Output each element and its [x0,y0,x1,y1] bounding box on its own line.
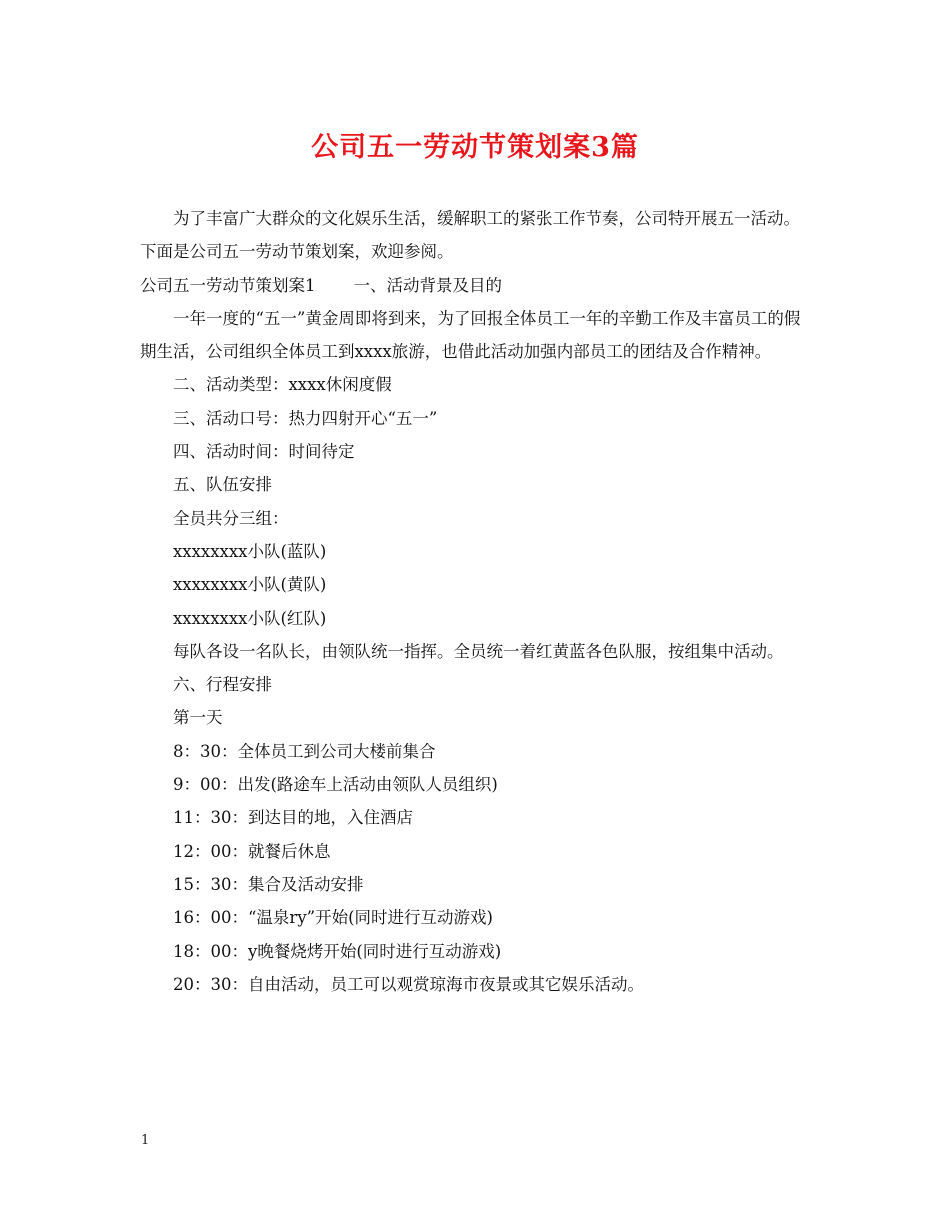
activity-time-line: 四、活动时间：时间待定 [173,442,355,462]
group-yellow-line: xxxxxxxx小队(黄队) [173,575,327,595]
groups-intro-line: 全员共分三组： [173,508,289,528]
schedule-item: 12：00：就餐后休息 [173,841,331,861]
page-number: 1 [141,1133,150,1148]
document-body [140,202,812,1001]
section-subheading: 一、活动背景及目的 [353,275,502,295]
schedule-item: 11：30：到达目的地，入住酒店 [173,808,413,828]
schedule-heading: 六、行程安排 [173,675,272,695]
schedule-item: 18：00：y晚餐烧烤开始(同时进行互动游戏) [173,941,502,961]
schedule-item: 9：00：出发(路途车上活动由领队人员组织) [173,775,498,795]
schedule-item: 8：30：全体员工到公司大楼前集合 [173,741,436,761]
section-heading: 公司五一劳动节策划案1 [140,275,316,295]
activity-type-line: 二、活动类型：xxxx休闲度假 [173,375,392,395]
group-red-line: xxxxxxxx小队(红队) [173,608,327,628]
group-blue-line: xxxxxxxx小队(蓝队) [173,541,327,561]
schedule-item: 15：30：集合及活动安排 [173,874,364,894]
schedule-item: 16：00：“温泉ry”开始(同时进行互动游戏) [173,908,493,928]
schedule-item: 20：30：自由活动，员工可以观赏琼海市夜景或其它娱乐活动。 [173,974,644,994]
intro-paragraph: 为了丰富广大群众的文化娱乐生活，缓解职工的紧张工作节奏，公司特开展五一活动。下面是公司五一劳动节策划案，欢迎参阅。 [140,209,800,262]
slogan-line: 三、活动口号：热力四射开心“五一” [173,408,438,428]
document-title: 公司五一劳动节策划案3篇 [311,132,639,163]
day-one-label: 第一天 [173,708,223,728]
background-paragraph: 一年一度的“五一”黄金周即将到来，为了回报全体员工一年的辛勤工作及丰富员工的假期生活，公司组织全体员工到xxxx旅游，也借此活动加强内部员工的团结及合作精神。 [140,308,801,362]
captain-paragraph: 每队各设一名队长，由领队统一指挥。全员统一着红黄蓝各色队服，按组集中活动。 [173,641,784,661]
team-arrangement-line: 五、队伍安排 [173,475,272,495]
section-heading-line [140,269,812,302]
